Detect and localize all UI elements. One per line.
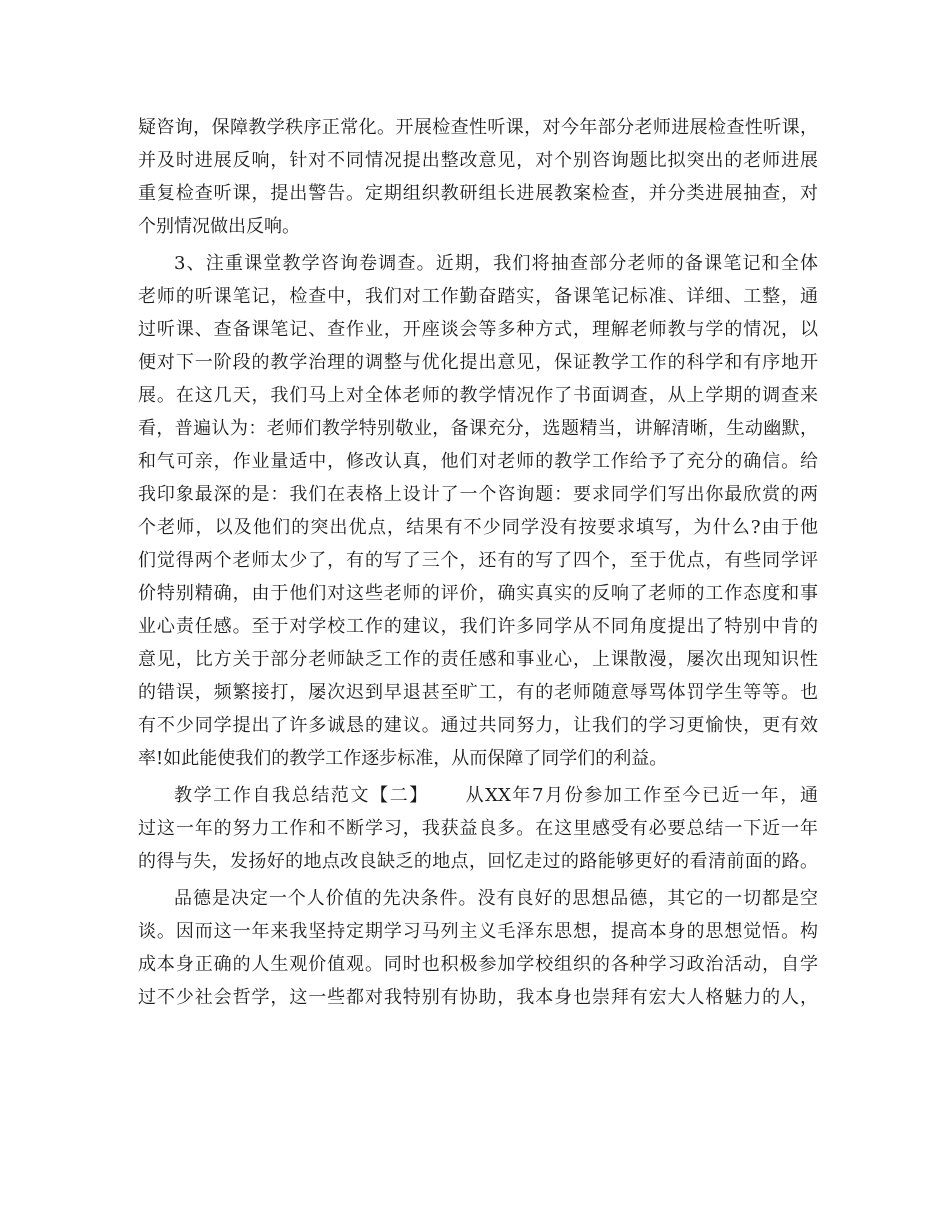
text-line: 过不少社会哲学，这一些都对我特别有协助，我本身也崇拜有宏大人格魅力的人，: [138, 987, 818, 1008]
text-line: 有不少同学提出了许多诚恳的建议。通过共同努力，让我们的学习更愉快，更有效: [138, 715, 818, 736]
text-line: 和气可亲，作业量适中，修改认真，他们对老师的教学工作给予了充分的确信。给: [138, 451, 818, 472]
text-line: 过听课、查备课笔记、查作业，开座谈会等多种方式，理解老师教与学的情况，以: [138, 319, 818, 340]
text-line: 的错误，频繁接打，屡次迟到早退甚至旷工，有的老师随意辱骂体罚学生等等。也: [138, 682, 818, 703]
text-line: 意见，比方关于部分老师缺乏工作的责任感和事业心，上课散漫，屡次出现知识性: [138, 649, 818, 670]
text-line: 3、注重课堂教学咨询卷调查。近期，我们将抽查部分老师的备课笔记和全体: [174, 253, 818, 274]
paragraph-3: [138, 779, 818, 878]
text-line: 价特别精确，由于他们对这些老师的评价，确实真实的反响了老师的工作态度和事: [138, 583, 818, 604]
text-line: 便对下一阶段的教学治理的调整与优化提出意见，保证教学工作的科学和有序地开: [138, 352, 818, 373]
paragraph-4: [138, 882, 818, 1014]
text-line: 个别情况做出反响。: [138, 216, 300, 237]
text-line: 展。在这几天，我们马上对全体老师的教学情况作了书面调查，从上学期的调查来: [138, 385, 818, 406]
text-line: 我印象最深的是：我们在表格上设计了一个咨询题：要求同学们写出你最欣赏的两: [138, 484, 818, 505]
paragraph-1: [138, 111, 818, 243]
text-line: 谈。因而这一年来我坚持定期学习马列主义毛泽东思想，提高本身的思想觉悟。构: [138, 921, 818, 942]
text-line: 们觉得两个老师太少了，有的写了三个，还有的写了四个，至于优点，有些同学评: [138, 550, 818, 571]
text-line: 率!如此能使我们的教学工作逐步标准，从而保障了同学们的利益。: [138, 748, 668, 769]
paragraph-2: [138, 247, 818, 775]
text-line: 看，普遍认为：老师们教学特别敬业，备课充分，选题精当，讲解清晰，生动幽默，: [138, 418, 818, 439]
document-body: [138, 111, 818, 1014]
text-line: 的得与失，发扬好的地点改良缺乏的地点，回忆走过的路能够更好的看清前面的路。: [138, 851, 818, 872]
text-line: 老师的听课笔记，检查中，我们对工作勤奋踏实，备课笔记标准、详细、工整，通: [138, 286, 818, 307]
text-line: 品德是决定一个人价值的先决条件。没有良好的思想品德，其它的一切都是空: [174, 888, 818, 909]
text-line: 业心责任感。至于对学校工作的建议，我们许多同学从不同角度提出了特别中肯的: [138, 616, 818, 637]
text-line: 成本身正确的人生观价值观。同时也积极参加学校组织的各种学习政治活动，自学: [138, 954, 818, 975]
text-line: 个老师，以及他们的突出优点，结果有不少同学没有按要求填写，为什么?由于他: [138, 517, 818, 538]
text-line: 并及时进展反响，针对不同情况提出整改意见，对个别咨询题比拟突出的老师进展: [138, 150, 818, 171]
text-line: 疑咨询，保障教学秩序正常化。开展检查性听课，对今年部分老师进展检查性听课，: [138, 117, 818, 138]
text-line: 教学工作自我总结范文【二】 从XX年7月份参加工作至今已近一年，通: [174, 785, 818, 806]
text-line: 重复检查听课，提出警告。定期组织教研组长进展教案检查，并分类进展抽查，对: [138, 183, 818, 204]
text-line: 过这一年的努力工作和不断学习，我获益良多。在这里感受有必要总结一下近一年: [138, 818, 818, 839]
